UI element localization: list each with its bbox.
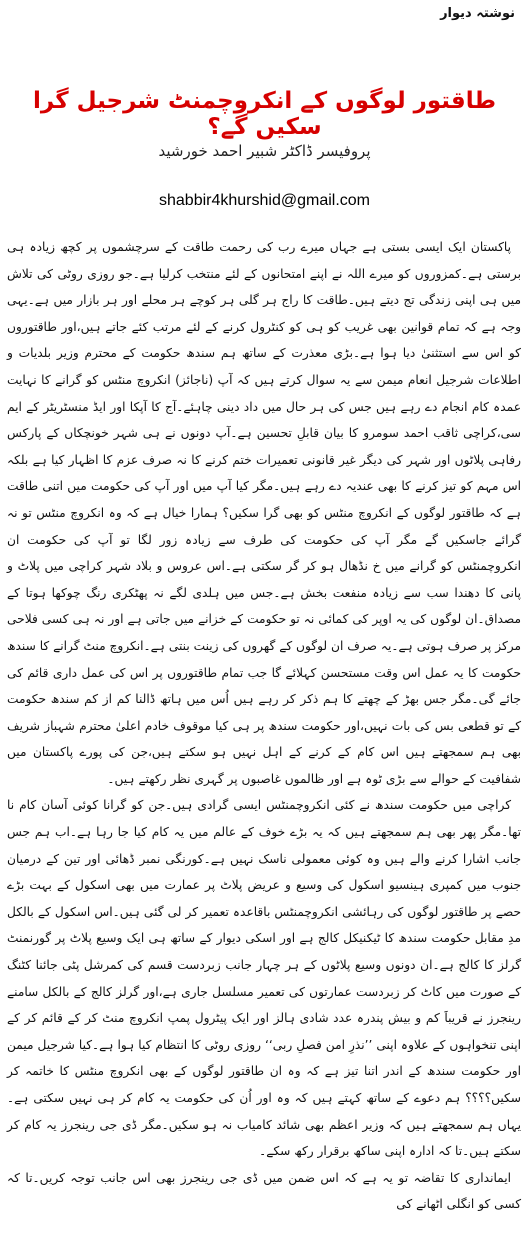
article-body bbox=[7, 234, 521, 1218]
column-label: نوشتہ دیوار bbox=[440, 6, 515, 21]
paragraph: ایمانداری کا تقاضہ تو یہ ہے کہ اس ضمن میں ڈی جی رینجرز بھی اس جانب توجہ کریں۔تا کہ کسی کو انگلی اٹھانے کی bbox=[7, 1170, 521, 1212]
paragraph: پاکستان ایک ایسی بستی ہے جہاں میرے رب کی رحمت طاقت کے سرچشموں پر کچھ زیادہ ہی برستی ہے۔کمزوروں کو میرے اللہ نے اپنے امتحانوں کے لئے منتخب کرلیا ہے۔جو روزی روٹی کی تلاش میں ہی اپنی زندگی تج دیتے ہیں۔طاقت کا راج ہر گلی ہر کوچے ہر محلے اور ہر بازار میں ہے۔یہی وجہ ہے کہ تمام قوانین بھی غریب کو ہی کو کنٹرول کرنے کے لئے مرتب کئے جاتے ہیں،اور طاقتوروں کو اس سے استثنیٰ دیا ہوا ہے۔بڑی معذرت کے ساتھ ہم سندھ حکومت کے محترم وزیر بلدیات و اطلاعات شرجیل انعام میمن سے یہ سوال کرتے ہیں کہ آپ (ناجائز) انکروچ منٹس کو گرانے کا نہایت عمدہ کام انجام دے رہے ہیں جس کی ہر حال میں داد دینی چاہئے۔آج کا آپکا اور ایڈ منسٹریٹر کے ایم سی،کراچی ثاقب احمد سومرو کا بیان قابلِ تحسین ہے۔آپ دونوں نے ہی شہر خونچکاں کے پارکس رفاہی پلاٹوں اور شہر کی دیگر غیر قانونی تعمیرات ختم کرنے کا نہ صرف عزم کا اظہار کیا ہے بلکہ اس مہم کو تیز کرنے کا بھی عندیہ دے رہے ہیں۔مگر کیا آپ میں اور آپ کی حکومت میں اتنی طاقت ہے کہ طاقتور لوگوں کے انکروچ منٹس کو بھی گرا سکیں؟ ہمارا خیال ہے کہ وہ انکروچ منٹس تو نہ گرائے جاسکیں گے مگر آپ کی حکومت کی طرف سے زیادہ زور لگا تو آپ کی حکومت ان انکروچمنٹس کو گرانے میں خ نڈھال ہو کر گر سکتی ہے۔اس عروس و بلاد شہر کراچی میں پلاٹ و پانی کا دھندا سب سے زیادہ منفعت بخش ہے۔جس میں ہلدی لگے نہ پھٹکری رنگ چوکھا ہوتا کے مصداق۔ان لوگوں کی یہ اوپر کی کمائی نہ تو حکومت کے خزانے میں جاتی ہے اور نہ ہی کسی فلاحی مرکز پر صرف ہوتی ہے۔یہ صرف ان لوگوں کے گھروں کی زینت بنتی ہے۔انکروچ منٹ گرانے کا سندھ حکومت کا یہ عمل اس وقت مستحسن کہلائے گا جب تمام طاقتوروں پر اس کی عمل داری قائم کی جائے گی۔مگر جس بھڑ کے چھتے کا ہم ذکر کر رہے ہیں اُس میں ہاتھ ڈالنا کم از کم سندھ حکومت کے تو قطعی بس کی بات نہیں،اور حکومت سندھ پر ہی کیا موقوف خادم اعلیٰ محترم شہباز شریف بھی ہم سمجھتے ہیں اس کام کے کرنے کے اہل نہیں ہو سکتے ہیں،جن کی پورے پاکستان میں شفافیت کے حوالے سے بڑی ٹوہ ہے اور ظالموں غاصبوں پر گہری نظر رکھتے ہیں۔ bbox=[7, 240, 521, 786]
paragraph: کراچی میں حکومت سندھ نے کئی انکروچمنٹس ایسی گرادی ہیں۔جن کو گرانا کوئی آسان کام نا تھا۔مگر پھر بھی ہم سمجھتے ہیں کہ یہ بڑے خوف کے عالم میں یہ کام کیا جا رہا ہے۔اب ہم جس جانب اشارا کرنے والے ہیں وہ کوئی معمولی ناسک نہیں ہے۔کورنگی نمبر ڈھائی اور تین کے درمیان جنوب میں کمپری ہینسیو اسکول کی وسیع و عریض پلاٹ پر عمارت میں بھی اسکول کے بہت بڑے حصے پر طاقتور لوگوں کی رہائشی انکروچمنٹس باقاعدہ تعمیر کر لی گئی ہیں۔اس اسکول کے بالکل مدِ مقابل حکومت سندھ کا ٹیکنیکل کالج ہے اور اسکی دیوار کے ساتھ ہی ایک وسیع پلاٹ پر گورنمنٹ گرلز کا کالج ہے۔ان دونوں وسیع پلاٹوں کے ہر چہار جانب زبردست قسم کی کمرشل پٹی جائنا کٹنگ کے صورت میں کاٹ کر زبردست عمارتوں کی تعمیر مسلسل جاری ہے،اور گرلز کالج کے بالکل سامنے رینجرز نے قریباََ کم و بیش پندرہ عدد شادی ہالز اور ایک پیٹرول پمپ انکروچ منٹ کر کے قائم کر کے اپنی تنخواہوں کے علاوہ اپنی ’’نذرِ امن فصلِ ربی‘‘ روزی روٹی کا انتظام کیا ہوا ہے۔کیا شرجیل میمن اور حکومت سندھ کے اندر اتنا تیز ہے کہ وہ ان طاقتور لوگوں کے بھی انکروچ منٹس کا خاتمہ کر سکیں؟؟؟؟ ہم دعوے کے ساتھ کہتے ہیں کہ وہ اور اُن کی حکومت یہ کام کر ہی نہیں سکتی ہے۔یہاں ہم سمجھتے ہیں کہ وزیر اعظم بھی شائد کامیاب نہ ہو سکیں۔مگر ڈی جی رینجرز یہ کام کر سکتے ہیں۔تا کہ ادارہ اپنی ساکھ برقرار رکھ سکے۔ bbox=[7, 798, 521, 1159]
article-headline: طاقتور لوگوں کے انکروچمنٹ شرجیل گرا سکیں گے؟ bbox=[33, 88, 496, 140]
author-name: پروفیسر ڈاکٹر شبیر احمد خورشید bbox=[158, 142, 371, 160]
author-email[interactable]: shabbir4khurshid@gmail.com bbox=[159, 192, 370, 209]
